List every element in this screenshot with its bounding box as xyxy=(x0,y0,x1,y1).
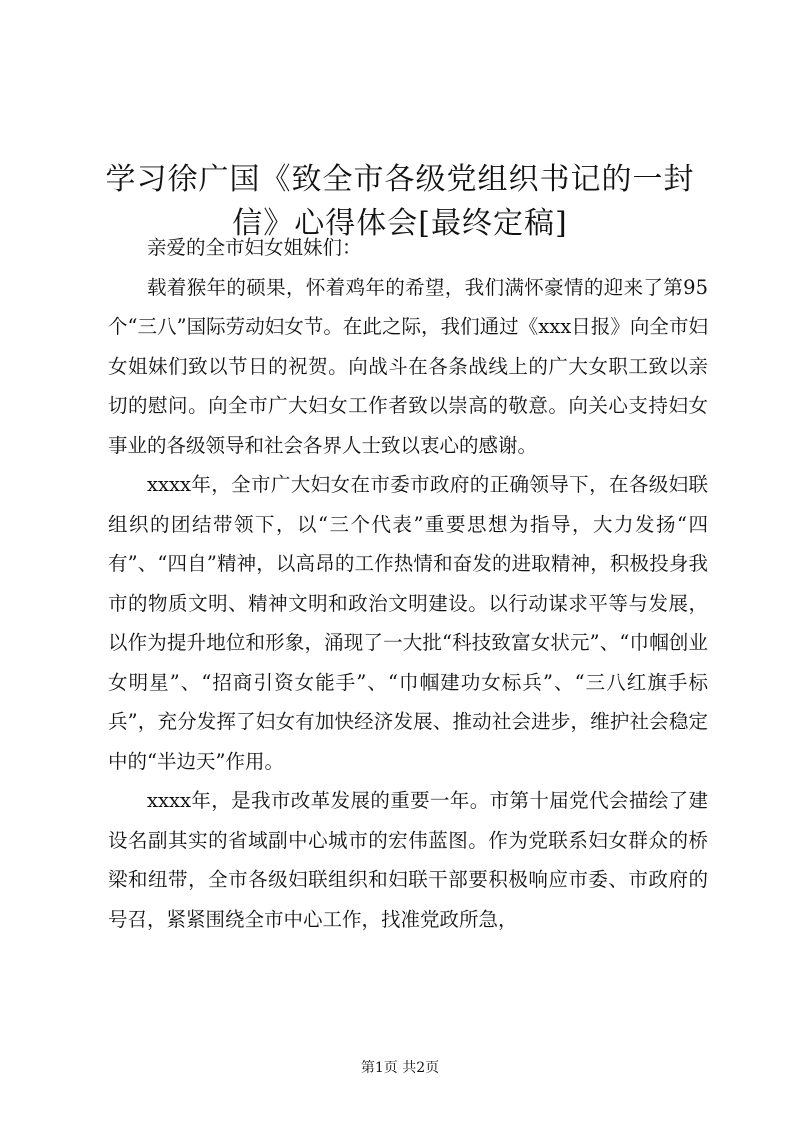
salutation: 亲爱的全市妇女姐妹们： xyxy=(147,236,362,259)
document-body xyxy=(108,228,708,939)
title-line-2: 信》心得体会[最终定稿] xyxy=(232,206,568,242)
title-line-1: 学习徐广国《致全市各级党组织书记的一封 xyxy=(105,162,695,198)
paragraph-2: xxxx年，全市广大妇女在市委市政府的正确领导下，在各级妇联组织的团结带领下，以“三个代表”重要思想为指导，大力发扬“四有”、“四自”精神，以高昂的工作热情和奋发的进取精神，积极投身我市的物质文明、精神文明和政治文明建设。以行动谋求平等与发展，以作为提升地位和形象，涌现了一大批“科技致富女状元”、“巾帼创业女明星”、“招商引资女能手”、“巾帼建功女标兵”、“三八红旗手标兵”，充分发挥了妇女有加快经济发展、推动社会进步，维护社会稳定中的“半边天”作用。 xyxy=(108,473,708,773)
paragraph-3: xxxx年，是我市改革发展的重要一年。市第十届党代会描绘了建设名副其实的省域副中心城市的宏伟蓝图。作为党联系妇女群众的桥梁和纽带，全市各级妇联组织和妇联干部要积极响应市委、市政府的号召，紧紧围绕全市中心工作，找准党政所急， xyxy=(108,789,708,931)
paragraph-1: 载着猴年的硕果，怀着鸡年的希望，我们满怀豪情的迎来了第95个“三八”国际劳动妇女节。在此之际，我们通过《xxx日报》向全市妇女姐妹们致以节日的祝贺。向战斗在各条战线上的广大女职工致以亲切的慰问。向全市广大妇女工作者致以崇高的敬意。向关心支持妇女事业的各级领导和社会各界人士致以衷心的感谢。 xyxy=(108,275,708,457)
page-footer: 第1页 共2页 xyxy=(360,1060,440,1076)
